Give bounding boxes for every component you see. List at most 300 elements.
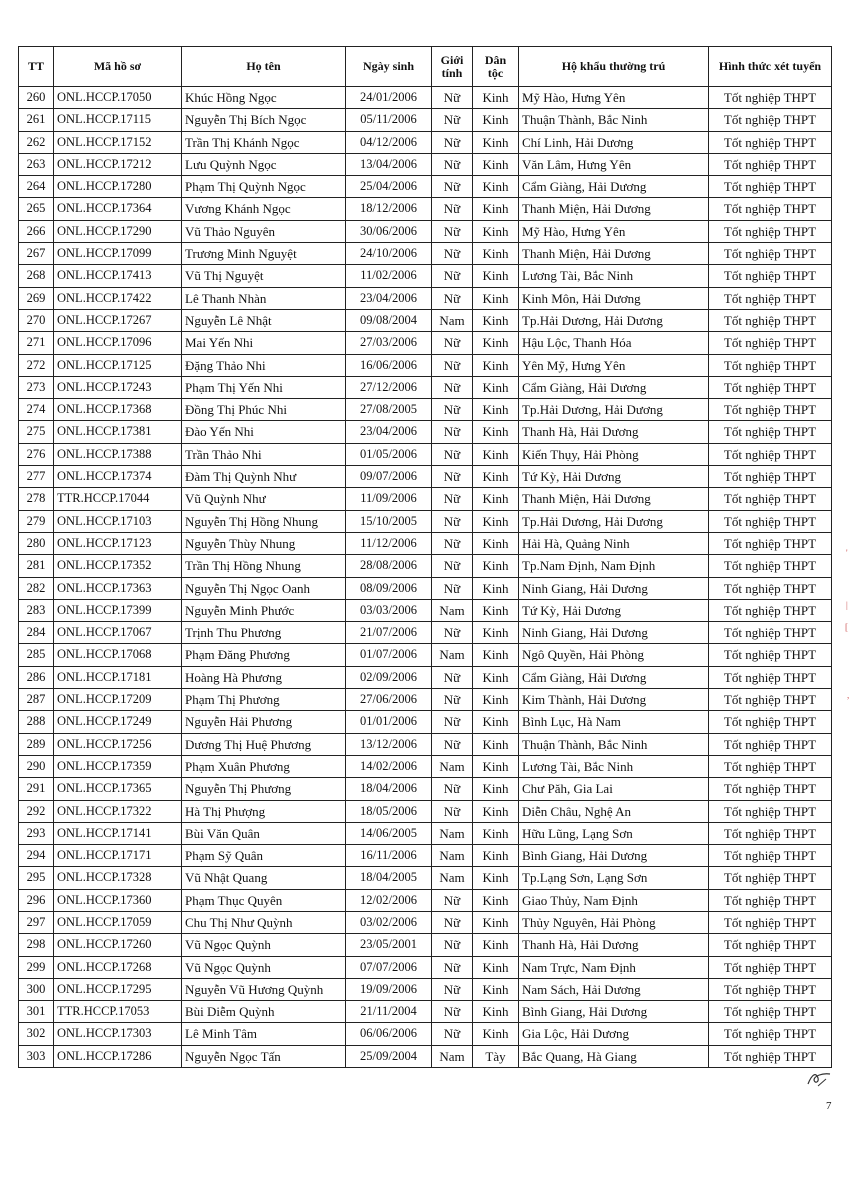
cell-hinh-thuc: Tốt nghiệp THPT bbox=[709, 176, 832, 198]
table-row bbox=[19, 466, 832, 488]
cell-gioi-tinh: Nữ bbox=[432, 287, 473, 309]
cell-ho-khau: Bắc Quang, Hà Giang bbox=[519, 1045, 709, 1067]
cell-ho-khau: Ninh Giang, Hải Dương bbox=[519, 577, 709, 599]
cell-ho-ten: Vương Khánh Ngọc bbox=[182, 198, 346, 220]
cell-tt: 294 bbox=[19, 845, 54, 867]
cell-hinh-thuc: Tốt nghiệp THPT bbox=[709, 376, 832, 398]
cell-gioi-tinh: Nam bbox=[432, 845, 473, 867]
table-row bbox=[19, 711, 832, 733]
cell-ma-ho-so: ONL.HCCP.17399 bbox=[54, 599, 182, 621]
cell-tt: 290 bbox=[19, 755, 54, 777]
cell-tt: 282 bbox=[19, 577, 54, 599]
cell-ho-khau: Cẩm Giàng, Hải Dương bbox=[519, 666, 709, 688]
cell-dan-toc: Kinh bbox=[473, 109, 519, 131]
cell-dan-toc: Kinh bbox=[473, 87, 519, 109]
cell-ho-khau: Thanh Miện, Hải Dương bbox=[519, 198, 709, 220]
cell-gioi-tinh: Nữ bbox=[432, 399, 473, 421]
cell-ma-ho-so: ONL.HCCP.17103 bbox=[54, 510, 182, 532]
cell-hinh-thuc: Tốt nghiệp THPT bbox=[709, 867, 832, 889]
cell-ngay-sinh: 01/05/2006 bbox=[346, 443, 432, 465]
table-row bbox=[19, 532, 832, 554]
table-row bbox=[19, 109, 832, 131]
table-row bbox=[19, 978, 832, 1000]
cell-tt: 265 bbox=[19, 198, 54, 220]
cell-gioi-tinh: Nam bbox=[432, 755, 473, 777]
cell-gioi-tinh: Nữ bbox=[432, 622, 473, 644]
cell-ho-ten: Phạm Thị Yến Nhi bbox=[182, 376, 346, 398]
table-row bbox=[19, 287, 832, 309]
cell-ma-ho-so: ONL.HCCP.17260 bbox=[54, 934, 182, 956]
cell-tt: 266 bbox=[19, 220, 54, 242]
cell-gioi-tinh: Nữ bbox=[432, 198, 473, 220]
cell-gioi-tinh: Nữ bbox=[432, 131, 473, 153]
cell-hinh-thuc: Tốt nghiệp THPT bbox=[709, 488, 832, 510]
cell-ho-khau: Tp.Hải Dương, Hải Dương bbox=[519, 399, 709, 421]
cell-ho-khau: Văn Lâm, Hưng Yên bbox=[519, 153, 709, 175]
table-row bbox=[19, 1001, 832, 1023]
table-row bbox=[19, 778, 832, 800]
cell-ngay-sinh: 27/06/2006 bbox=[346, 689, 432, 711]
cell-ho-ten: Nguyễn Ngọc Tấn bbox=[182, 1045, 346, 1067]
cell-ma-ho-so: ONL.HCCP.17352 bbox=[54, 555, 182, 577]
cell-ho-khau: Tp.Nam Định, Nam Định bbox=[519, 555, 709, 577]
col-header-dan-toc: Dân tộc bbox=[473, 47, 519, 87]
table-row bbox=[19, 733, 832, 755]
table-row bbox=[19, 220, 832, 242]
cell-ho-ten: Phạm Thục Quyên bbox=[182, 889, 346, 911]
cell-gioi-tinh: Nữ bbox=[432, 666, 473, 688]
cell-ho-khau: Nam Sách, Hải Dương bbox=[519, 978, 709, 1000]
cell-gioi-tinh: Nữ bbox=[432, 332, 473, 354]
cell-ho-khau: Bình Lục, Hà Nam bbox=[519, 711, 709, 733]
cell-ho-ten: Chu Thị Như Quỳnh bbox=[182, 911, 346, 933]
cell-ma-ho-so: ONL.HCCP.17365 bbox=[54, 778, 182, 800]
cell-ho-ten: Hà Thị Phượng bbox=[182, 800, 346, 822]
cell-tt: 283 bbox=[19, 599, 54, 621]
cell-tt: 281 bbox=[19, 555, 54, 577]
cell-dan-toc: Kinh bbox=[473, 421, 519, 443]
cell-ngay-sinh: 06/06/2006 bbox=[346, 1023, 432, 1045]
cell-ngay-sinh: 21/07/2006 bbox=[346, 622, 432, 644]
cell-dan-toc: Kinh bbox=[473, 488, 519, 510]
table-row bbox=[19, 867, 832, 889]
cell-ho-ten: Nguyễn Hải Phương bbox=[182, 711, 346, 733]
cell-gioi-tinh: Nam bbox=[432, 644, 473, 666]
cell-ho-ten: Đàm Thị Quỳnh Như bbox=[182, 466, 346, 488]
cell-ho-khau: Thanh Hà, Hải Dương bbox=[519, 421, 709, 443]
col-header-tt: TT bbox=[19, 47, 54, 87]
cell-gioi-tinh: Nữ bbox=[432, 421, 473, 443]
cell-hinh-thuc: Tốt nghiệp THPT bbox=[709, 153, 832, 175]
cell-ma-ho-so: ONL.HCCP.17381 bbox=[54, 421, 182, 443]
table-row bbox=[19, 87, 832, 109]
cell-tt: 293 bbox=[19, 822, 54, 844]
cell-ho-khau: Gia Lộc, Hải Dương bbox=[519, 1023, 709, 1045]
table-row bbox=[19, 1023, 832, 1045]
table-row bbox=[19, 421, 832, 443]
cell-ho-ten: Lưu Quỳnh Ngọc bbox=[182, 153, 346, 175]
cell-gioi-tinh: Nữ bbox=[432, 577, 473, 599]
cell-ho-khau: Thanh Hà, Hải Dương bbox=[519, 934, 709, 956]
cell-gioi-tinh: Nữ bbox=[432, 243, 473, 265]
cell-hinh-thuc: Tốt nghiệp THPT bbox=[709, 934, 832, 956]
cell-gioi-tinh: Nam bbox=[432, 822, 473, 844]
cell-hinh-thuc: Tốt nghiệp THPT bbox=[709, 466, 832, 488]
cell-tt: 285 bbox=[19, 644, 54, 666]
table-row bbox=[19, 689, 832, 711]
cell-dan-toc: Kinh bbox=[473, 978, 519, 1000]
cell-ma-ho-so: ONL.HCCP.17322 bbox=[54, 800, 182, 822]
col-header-ho-ten: Họ tên bbox=[182, 47, 346, 87]
cell-ngay-sinh: 27/03/2006 bbox=[346, 332, 432, 354]
cell-tt: 286 bbox=[19, 666, 54, 688]
cell-ho-khau: Tp.Lạng Sơn, Lạng Sơn bbox=[519, 867, 709, 889]
cell-ngay-sinh: 28/08/2006 bbox=[346, 555, 432, 577]
cell-dan-toc: Kinh bbox=[473, 466, 519, 488]
cell-ho-ten: Bùi Diễm Quỳnh bbox=[182, 1001, 346, 1023]
cell-dan-toc: Kinh bbox=[473, 510, 519, 532]
cell-ho-khau: Giao Thủy, Nam Định bbox=[519, 889, 709, 911]
cell-gioi-tinh: Nam bbox=[432, 1045, 473, 1067]
cell-ngay-sinh: 23/04/2006 bbox=[346, 287, 432, 309]
cell-ngay-sinh: 01/01/2006 bbox=[346, 711, 432, 733]
cell-ngay-sinh: 16/11/2006 bbox=[346, 845, 432, 867]
cell-dan-toc: Kinh bbox=[473, 1023, 519, 1045]
cell-ho-ten: Khúc Hồng Ngọc bbox=[182, 87, 346, 109]
cell-dan-toc: Kinh bbox=[473, 243, 519, 265]
cell-hinh-thuc: Tốt nghiệp THPT bbox=[709, 265, 832, 287]
cell-ho-khau: Tp.Hải Dương, Hải Dương bbox=[519, 510, 709, 532]
cell-ma-ho-so: TTR.HCCP.17044 bbox=[54, 488, 182, 510]
cell-dan-toc: Kinh bbox=[473, 1001, 519, 1023]
cell-hinh-thuc: Tốt nghiệp THPT bbox=[709, 532, 832, 554]
cell-ma-ho-so: ONL.HCCP.17115 bbox=[54, 109, 182, 131]
cell-ho-khau: Hậu Lộc, Thanh Hóa bbox=[519, 332, 709, 354]
cell-ngay-sinh: 30/06/2006 bbox=[346, 220, 432, 242]
cell-gioi-tinh: Nữ bbox=[432, 1023, 473, 1045]
cell-dan-toc: Kinh bbox=[473, 153, 519, 175]
cell-ho-khau: Kinh Môn, Hải Dương bbox=[519, 287, 709, 309]
cell-gioi-tinh: Nữ bbox=[432, 153, 473, 175]
cell-dan-toc: Kinh bbox=[473, 176, 519, 198]
cell-tt: 271 bbox=[19, 332, 54, 354]
table-row bbox=[19, 822, 832, 844]
table-row bbox=[19, 399, 832, 421]
cell-ma-ho-so: ONL.HCCP.17243 bbox=[54, 376, 182, 398]
cell-hinh-thuc: Tốt nghiệp THPT bbox=[709, 622, 832, 644]
cell-ho-ten: Nguyễn Lê Nhật bbox=[182, 309, 346, 331]
cell-gioi-tinh: Nữ bbox=[432, 87, 473, 109]
cell-hinh-thuc: Tốt nghiệp THPT bbox=[709, 87, 832, 109]
cell-ho-ten: Nguyễn Thị Ngọc Oanh bbox=[182, 577, 346, 599]
cell-tt: 301 bbox=[19, 1001, 54, 1023]
cell-ho-ten: Bùi Văn Quân bbox=[182, 822, 346, 844]
cell-gioi-tinh: Nữ bbox=[432, 956, 473, 978]
cell-tt: 302 bbox=[19, 1023, 54, 1045]
cell-ho-khau: Mỹ Hào, Hưng Yên bbox=[519, 87, 709, 109]
cell-gioi-tinh: Nữ bbox=[432, 443, 473, 465]
cell-ho-ten: Vũ Thị Nguyệt bbox=[182, 265, 346, 287]
cell-ho-ten: Hoàng Hà Phương bbox=[182, 666, 346, 688]
cell-ho-ten: Nguyễn Thùy Nhung bbox=[182, 532, 346, 554]
cell-ho-ten: Trương Minh Nguyệt bbox=[182, 243, 346, 265]
cell-tt: 262 bbox=[19, 131, 54, 153]
cell-gioi-tinh: Nữ bbox=[432, 376, 473, 398]
cell-tt: 299 bbox=[19, 956, 54, 978]
cell-ho-khau: Kim Thành, Hải Dương bbox=[519, 689, 709, 711]
cell-dan-toc: Kinh bbox=[473, 644, 519, 666]
cell-tt: 278 bbox=[19, 488, 54, 510]
cell-tt: 275 bbox=[19, 421, 54, 443]
cell-ma-ho-so: ONL.HCCP.17059 bbox=[54, 911, 182, 933]
cell-ngay-sinh: 24/10/2006 bbox=[346, 243, 432, 265]
cell-ma-ho-so: ONL.HCCP.17413 bbox=[54, 265, 182, 287]
cell-gioi-tinh: Nữ bbox=[432, 265, 473, 287]
cell-ma-ho-so: ONL.HCCP.17068 bbox=[54, 644, 182, 666]
cell-hinh-thuc: Tốt nghiệp THPT bbox=[709, 689, 832, 711]
cell-ma-ho-so: TTR.HCCP.17053 bbox=[54, 1001, 182, 1023]
cell-ho-ten: Đặng Thảo Nhi bbox=[182, 354, 346, 376]
table-row bbox=[19, 555, 832, 577]
cell-ngay-sinh: 19/09/2006 bbox=[346, 978, 432, 1000]
cell-tt: 297 bbox=[19, 911, 54, 933]
cell-gioi-tinh: Nam bbox=[432, 867, 473, 889]
cell-hinh-thuc: Tốt nghiệp THPT bbox=[709, 666, 832, 688]
cell-ngay-sinh: 25/09/2004 bbox=[346, 1045, 432, 1067]
cell-ho-ten: Phạm Xuân Phương bbox=[182, 755, 346, 777]
table-row bbox=[19, 243, 832, 265]
cell-dan-toc: Kinh bbox=[473, 220, 519, 242]
cell-tt: 279 bbox=[19, 510, 54, 532]
cell-ho-ten: Đào Yến Nhi bbox=[182, 421, 346, 443]
cell-hinh-thuc: Tốt nghiệp THPT bbox=[709, 287, 832, 309]
cell-hinh-thuc: Tốt nghiệp THPT bbox=[709, 845, 832, 867]
cell-ho-khau: Thanh Miện, Hải Dương bbox=[519, 243, 709, 265]
cell-ho-ten: Vũ Ngọc Quỳnh bbox=[182, 956, 346, 978]
cell-ho-ten: Lê Thanh Nhàn bbox=[182, 287, 346, 309]
cell-dan-toc: Kinh bbox=[473, 577, 519, 599]
cell-ho-ten: Phạm Thị Phương bbox=[182, 689, 346, 711]
cell-tt: 303 bbox=[19, 1045, 54, 1067]
cell-tt: 287 bbox=[19, 689, 54, 711]
cell-gioi-tinh: Nữ bbox=[432, 354, 473, 376]
cell-tt: 264 bbox=[19, 176, 54, 198]
cell-gioi-tinh: Nữ bbox=[432, 176, 473, 198]
cell-ho-khau: Kiến Thụy, Hải Phòng bbox=[519, 443, 709, 465]
table-row bbox=[19, 644, 832, 666]
cell-ho-ten: Vũ Quỳnh Như bbox=[182, 488, 346, 510]
cell-ngay-sinh: 02/09/2006 bbox=[346, 666, 432, 688]
table-row bbox=[19, 488, 832, 510]
cell-hinh-thuc: Tốt nghiệp THPT bbox=[709, 755, 832, 777]
cell-hinh-thuc: Tốt nghiệp THPT bbox=[709, 599, 832, 621]
cell-ho-ten: Trần Thảo Nhi bbox=[182, 443, 346, 465]
cell-hinh-thuc: Tốt nghiệp THPT bbox=[709, 778, 832, 800]
cell-ho-khau: Thuận Thành, Bắc Ninh bbox=[519, 733, 709, 755]
cell-ngay-sinh: 15/10/2005 bbox=[346, 510, 432, 532]
cell-tt: 274 bbox=[19, 399, 54, 421]
cell-gioi-tinh: Nữ bbox=[432, 733, 473, 755]
cell-ma-ho-so: ONL.HCCP.17050 bbox=[54, 87, 182, 109]
cell-ho-khau: Ninh Giang, Hải Dương bbox=[519, 622, 709, 644]
cell-dan-toc: Tày bbox=[473, 1045, 519, 1067]
cell-gioi-tinh: Nam bbox=[432, 599, 473, 621]
cell-hinh-thuc: Tốt nghiệp THPT bbox=[709, 332, 832, 354]
cell-tt: 270 bbox=[19, 309, 54, 331]
col-header-ma-ho-so: Mã hồ sơ bbox=[54, 47, 182, 87]
table-row bbox=[19, 911, 832, 933]
cell-ngay-sinh: 13/12/2006 bbox=[346, 733, 432, 755]
cell-tt: 276 bbox=[19, 443, 54, 465]
cell-tt: 261 bbox=[19, 109, 54, 131]
cell-tt: 298 bbox=[19, 934, 54, 956]
cell-dan-toc: Kinh bbox=[473, 443, 519, 465]
cell-ma-ho-so: ONL.HCCP.17363 bbox=[54, 577, 182, 599]
cell-dan-toc: Kinh bbox=[473, 822, 519, 844]
cell-ngay-sinh: 23/05/2001 bbox=[346, 934, 432, 956]
cell-dan-toc: Kinh bbox=[473, 354, 519, 376]
cell-ma-ho-so: ONL.HCCP.17388 bbox=[54, 443, 182, 465]
cell-ma-ho-so: ONL.HCCP.17422 bbox=[54, 287, 182, 309]
cell-hinh-thuc: Tốt nghiệp THPT bbox=[709, 1001, 832, 1023]
cell-hinh-thuc: Tốt nghiệp THPT bbox=[709, 198, 832, 220]
cell-ma-ho-so: ONL.HCCP.17123 bbox=[54, 532, 182, 554]
cell-ngay-sinh: 18/04/2005 bbox=[346, 867, 432, 889]
table-row bbox=[19, 510, 832, 532]
table-row bbox=[19, 889, 832, 911]
col-header-hinh-thuc: Hình thức xét tuyển bbox=[709, 47, 832, 87]
cell-dan-toc: Kinh bbox=[473, 800, 519, 822]
cell-dan-toc: Kinh bbox=[473, 711, 519, 733]
cell-gioi-tinh: Nữ bbox=[432, 711, 473, 733]
cell-dan-toc: Kinh bbox=[473, 265, 519, 287]
scan-edge-mark: ' bbox=[846, 548, 848, 558]
cell-ma-ho-so: ONL.HCCP.17268 bbox=[54, 956, 182, 978]
cell-ma-ho-so: ONL.HCCP.17209 bbox=[54, 689, 182, 711]
cell-dan-toc: Kinh bbox=[473, 622, 519, 644]
table-row bbox=[19, 198, 832, 220]
col-header-ho-khau: Hộ khẩu thường trú bbox=[519, 47, 709, 87]
cell-ma-ho-so: ONL.HCCP.17364 bbox=[54, 198, 182, 220]
cell-hinh-thuc: Tốt nghiệp THPT bbox=[709, 220, 832, 242]
cell-ngay-sinh: 25/04/2006 bbox=[346, 176, 432, 198]
cell-ma-ho-so: ONL.HCCP.17295 bbox=[54, 978, 182, 1000]
table-row bbox=[19, 622, 832, 644]
cell-tt: 288 bbox=[19, 711, 54, 733]
cell-ma-ho-so: ONL.HCCP.17286 bbox=[54, 1045, 182, 1067]
cell-ma-ho-so: ONL.HCCP.17099 bbox=[54, 243, 182, 265]
cell-tt: 296 bbox=[19, 889, 54, 911]
cell-ngay-sinh: 21/11/2004 bbox=[346, 1001, 432, 1023]
cell-ngay-sinh: 11/02/2006 bbox=[346, 265, 432, 287]
cell-ho-khau: Tp.Hải Dương, Hải Dương bbox=[519, 309, 709, 331]
cell-ma-ho-so: ONL.HCCP.17171 bbox=[54, 845, 182, 867]
cell-ma-ho-so: ONL.HCCP.17181 bbox=[54, 666, 182, 688]
cell-ngay-sinh: 27/12/2006 bbox=[346, 376, 432, 398]
cell-hinh-thuc: Tốt nghiệp THPT bbox=[709, 644, 832, 666]
cell-hinh-thuc: Tốt nghiệp THPT bbox=[709, 978, 832, 1000]
table-row bbox=[19, 309, 832, 331]
table-row bbox=[19, 443, 832, 465]
table-row bbox=[19, 577, 832, 599]
table-row bbox=[19, 956, 832, 978]
candidate-table bbox=[18, 46, 832, 1068]
cell-tt: 277 bbox=[19, 466, 54, 488]
cell-ngay-sinh: 09/08/2004 bbox=[346, 309, 432, 331]
cell-hinh-thuc: Tốt nghiệp THPT bbox=[709, 956, 832, 978]
cell-ho-khau: Ngô Quyền, Hải Phòng bbox=[519, 644, 709, 666]
cell-ngay-sinh: 11/12/2006 bbox=[346, 532, 432, 554]
cell-ho-khau: Hải Hà, Quảng Ninh bbox=[519, 532, 709, 554]
cell-dan-toc: Kinh bbox=[473, 666, 519, 688]
cell-hinh-thuc: Tốt nghiệp THPT bbox=[709, 911, 832, 933]
cell-hinh-thuc: Tốt nghiệp THPT bbox=[709, 443, 832, 465]
cell-dan-toc: Kinh bbox=[473, 778, 519, 800]
cell-ho-ten: Trần Thị Khánh Ngọc bbox=[182, 131, 346, 153]
cell-ho-ten: Phạm Đăng Phương bbox=[182, 644, 346, 666]
cell-ma-ho-so: ONL.HCCP.17303 bbox=[54, 1023, 182, 1045]
cell-hinh-thuc: Tốt nghiệp THPT bbox=[709, 711, 832, 733]
cell-ho-ten: Vũ Nhật Quang bbox=[182, 867, 346, 889]
cell-ngay-sinh: 11/09/2006 bbox=[346, 488, 432, 510]
cell-gioi-tinh: Nữ bbox=[432, 1001, 473, 1023]
cell-ho-khau: Yên Mỹ, Hưng Yên bbox=[519, 354, 709, 376]
cell-dan-toc: Kinh bbox=[473, 399, 519, 421]
cell-hinh-thuc: Tốt nghiệp THPT bbox=[709, 510, 832, 532]
cell-gioi-tinh: Nữ bbox=[432, 889, 473, 911]
cell-gioi-tinh: Nữ bbox=[432, 800, 473, 822]
cell-ngay-sinh: 05/11/2006 bbox=[346, 109, 432, 131]
cell-ho-ten: Vũ Ngọc Quỳnh bbox=[182, 934, 346, 956]
table-row bbox=[19, 845, 832, 867]
cell-hinh-thuc: Tốt nghiệp THPT bbox=[709, 733, 832, 755]
cell-ngay-sinh: 23/04/2006 bbox=[346, 421, 432, 443]
cell-dan-toc: Kinh bbox=[473, 934, 519, 956]
cell-ho-ten: Vũ Thảo Nguyên bbox=[182, 220, 346, 242]
cell-dan-toc: Kinh bbox=[473, 867, 519, 889]
cell-tt: 272 bbox=[19, 354, 54, 376]
cell-ngay-sinh: 09/07/2006 bbox=[346, 466, 432, 488]
cell-tt: 268 bbox=[19, 265, 54, 287]
table-row bbox=[19, 332, 832, 354]
cell-gioi-tinh: Nữ bbox=[432, 466, 473, 488]
cell-dan-toc: Kinh bbox=[473, 599, 519, 621]
table-header-row bbox=[19, 47, 832, 87]
cell-gioi-tinh: Nữ bbox=[432, 934, 473, 956]
cell-ho-khau: Cẩm Giàng, Hải Dương bbox=[519, 176, 709, 198]
cell-ngay-sinh: 03/02/2006 bbox=[346, 911, 432, 933]
table-row bbox=[19, 934, 832, 956]
cell-ho-ten: Nguyễn Thị Bích Ngọc bbox=[182, 109, 346, 131]
cell-ngay-sinh: 24/01/2006 bbox=[346, 87, 432, 109]
cell-ngay-sinh: 27/08/2005 bbox=[346, 399, 432, 421]
cell-ma-ho-so: ONL.HCCP.17096 bbox=[54, 332, 182, 354]
cell-ho-ten: Mai Yến Nhi bbox=[182, 332, 346, 354]
cell-dan-toc: Kinh bbox=[473, 755, 519, 777]
cell-ngay-sinh: 16/06/2006 bbox=[346, 354, 432, 376]
cell-hinh-thuc: Tốt nghiệp THPT bbox=[709, 243, 832, 265]
cell-tt: 289 bbox=[19, 733, 54, 755]
cell-ho-ten: Dương Thị Huệ Phương bbox=[182, 733, 346, 755]
table-row bbox=[19, 131, 832, 153]
cell-gioi-tinh: Nam bbox=[432, 309, 473, 331]
cell-hinh-thuc: Tốt nghiệp THPT bbox=[709, 354, 832, 376]
page-number: 7 bbox=[826, 1100, 832, 1112]
cell-gioi-tinh: Nữ bbox=[432, 689, 473, 711]
cell-ngay-sinh: 03/03/2006 bbox=[346, 599, 432, 621]
cell-hinh-thuc: Tốt nghiệp THPT bbox=[709, 109, 832, 131]
cell-dan-toc: Kinh bbox=[473, 911, 519, 933]
